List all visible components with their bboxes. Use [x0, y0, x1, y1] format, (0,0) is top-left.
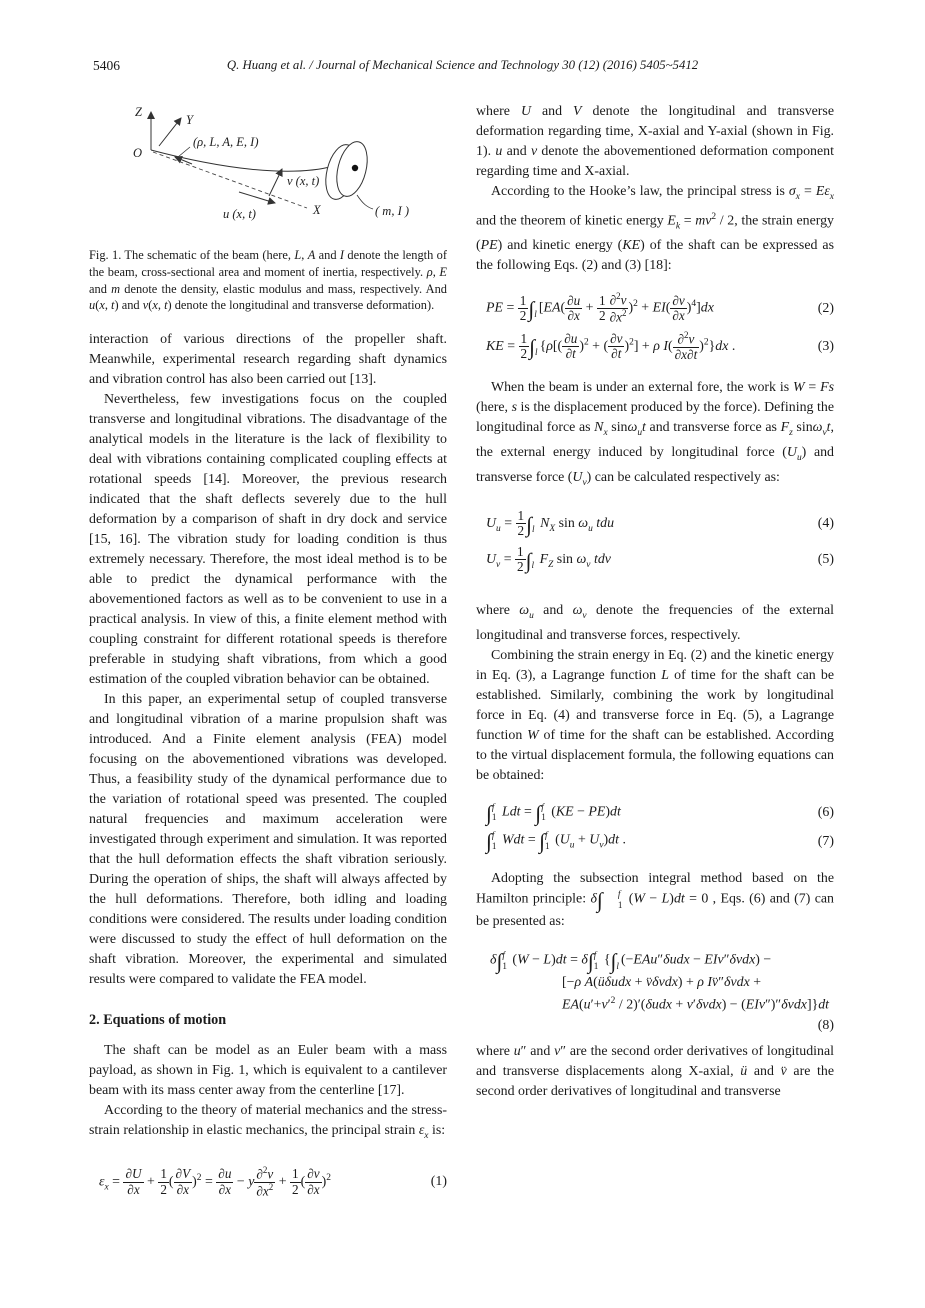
fig-label-x: X — [313, 203, 321, 217]
equation-4 — [476, 509, 834, 539]
figure-caption: Fig. 1. The schematic of the beam (here, L, A and I denote the length of the beam, cross-sectional area and moment of inertia, respectively. ρ, E and m denote the density, elastic modulus and mass, respectively. And u(x, t) and v(x, t) denote the longitudinal and transverse deformation). — [89, 248, 447, 313]
equation-number: (6) — [817, 805, 834, 820]
page-header — [0, 58, 925, 78]
equation-body: KE = $\frac{1}{2}$ ∫ l {ρ[( $\frac{\partial u}{\partial t}$ )$^2$ + ( $\frac{\partial v}{\partial t}$ )$^2$] + ρ I( $\frac{\partial^2v}{\partial x\partial t}$ )$^2$}dx . — [486, 330, 736, 362]
figure-1 — [89, 102, 447, 239]
equation-1 — [89, 1166, 447, 1199]
paragraph: where $\omega_u$ and $\omega_v$ denote the frequencies of the external longitudinal and transverse forces, respectively. — [476, 602, 834, 643]
paragraph: According to the Hooke’s law, the principal stress is $\sigma_x = E\varepsilon_x$ and the theorem of kinetic energy $E_k = mv^2 / 2$, the strain energy (PE) and kinetic energy (KE) of the shaft can be expressed as the following Eqs. (2) and (3) [18]: — [476, 184, 835, 274]
equation-body: PE = $\frac{1}{2}$ ∫ l [EA( $\frac{\partial u}{\partial x}$ + $\frac{1}{2}$ $\frac{\partial^2v}{\partial x^2}$ )$^2$ + EI( $\frac{\partial v}{\partial x}$ )$^4$]dx — [486, 291, 714, 325]
v-deformation-arrow — [269, 169, 282, 196]
equation-number: (3) — [817, 338, 834, 354]
equation-number: (5) — [817, 551, 834, 567]
paragraph: Adopting the subsection integral method based on the Hamilton principle: δ∫ f 1 (W − L)dt = 0 , Eqs. (6) and (7) can be presented as: — [476, 871, 834, 929]
fig-label-mass: ( m, I ) — [375, 204, 410, 218]
equation-body: ∫ f 1 Ldt = ∫ f 1 (KE − PE)dt — [486, 800, 621, 825]
disk-center-dot — [352, 165, 358, 171]
paragraph: The shaft can be model as an Euler beam with a mass payload, as shown in Fig. 1, which is equivalent to a cantilever beam with its mass center away from the centerline [17]. — [89, 1043, 447, 1099]
fig-label-u: u (x, t) — [223, 207, 256, 221]
equation-body: δ∫ f 1 (W − L)dt = δ∫ f 1 {∫ l (−EAu″δudx − EIv″δvdx) − [−ρ A(üδudx + v̈δvdx) + ρ Iv̈″δvdx + $EA(u'+v'^2 / 2)'(\delta udx + v'\delta vdx) - (EIv'')''\delta vdx]\}dt$ — [490, 949, 830, 1013]
equation-2 — [476, 292, 834, 325]
equation-3 — [476, 331, 834, 362]
right-column — [476, 102, 834, 1211]
paragraph: where U and V denote the longitudinal and transverse deformation regarding time, X-axial and Y-axial (shown in Fig. 1). u and v denote the abovementioned deformation component regarding time and X-axial. — [476, 104, 834, 179]
equation-body: ∫ f 1 Wdt = ∫ f 1 $(U_u + U_v)dt$ . — [486, 829, 626, 854]
equation-number: (1) — [430, 1174, 447, 1190]
equation-5 — [476, 545, 834, 575]
equation-body: $\varepsilon_x$ = $\frac{\partial U}{\partial x}$ + $\frac{1}{2}$ ( $\frac{\partial V}{\partial x}$ )$^2$ = $\frac{\partial u}{\partial x}$ − y $\frac{\partial^2v}{\partial x^2}$ + $\frac{1}{2}$ ( $\frac{\partial v}{\partial x}$ )$^2$ — [99, 1164, 331, 1199]
equation-number: (2) — [817, 300, 834, 316]
paragraph: Nevertheless, few investigations focus on the coupled transverse and longitudinal vibrations. The disadvantage of the analytical models in the literature is the lack of flexibility to deal with vibrations containing complicated coupling effects at rotational speeds [14]. Moreover, the previous research indicated that the shaft deflects severely due to the hull deformation by a comparison of shaft in dry dock and service [15, 16]. The vibration study for loading condition is thus extremely necessary. Therefore, the most ideal method is to be able to predict the dynamical performance with the abovementioned factors as well as to be convenient to use in a practical analysis. In view of this, a finite element method with coupling constraint for different rotational speeds is therefore preferable in studying shaft vibrations, from which a good estimation of the coupled vibration behavior can be obtained. — [89, 392, 447, 688]
paragraph: interaction of various directions of the propeller shaft. Meanwhile, experimental research regarding shaft dynamics and vibration control has also been carried out [13]. — [89, 332, 447, 388]
left-column — [89, 102, 447, 1211]
mass-leader — [357, 195, 373, 209]
two-column-layout — [0, 102, 925, 1211]
equation-7 — [476, 830, 834, 853]
paragraph: where u″ and v″ are the second order derivatives of longitudinal and transverse displacements along X-axial, ü and v̈ are the second order derivatives of longitudinal and transverse — [476, 1044, 834, 1100]
fig-label-beam-props: (ρ, L, A, E, I) — [193, 135, 259, 149]
fig-label-y: Y — [186, 113, 193, 127]
section-heading: 2. Equations of motion — [89, 1012, 227, 1029]
fig-label-v: v (x, t) — [287, 174, 320, 188]
equation-body: $U_v$ = $\frac{1}{2}$ ∫ l $F_Z$ $\sin \omega_v$ tdv — [486, 543, 611, 575]
beam-line — [151, 150, 334, 171]
equation-number: (7) — [817, 833, 834, 849]
paragraph: Combining the strain energy in Eq. (2) and the kinetic energy in Eq. (3), a Lagrange function L of time for the shaft can be established. Similarly, combining the work by longitudinal force in Eq. (4) and transverse force in Eq. (5), a Lagrange function W of time for the shaft can be established. According to the virtual displacement formula, the following equations can be obtained: — [476, 647, 835, 783]
equation-6 — [476, 802, 834, 825]
beam-schematic-figure — [89, 102, 447, 234]
equation-number: (8) — [817, 1018, 834, 1034]
x-axis-dashed-line — [153, 152, 307, 208]
paragraph: When the beam is under an external fore, the work is W = Fs (here, s is the displacement produced by the force). Defining the longitudinal force as $N_x$ sinω$_u$t and transverse force as $F_z$ sinω$_v$t, the external energy induced by longitudinal force $(U_u)$ and transverse force $(U_v)$ can be calculated respectively as: — [476, 380, 834, 488]
beam-props-leader — [178, 147, 190, 157]
page-number: 5406 — [93, 58, 120, 73]
running-title: Q. Huang et al. / Journal of Mechanical Science and Technology 30 (12) (2016) 5405~5412 — [226, 58, 699, 72]
paragraph: In this paper, an experimental setup of coupled transverse and longitudinal vibration of a marine propulsion shaft was introduced. And a Finite element analysis (FEA) model focusing on the abovementioned vibrations was developed. Thus, a feasibility study of the dynamical performance due to the variation of rotational speed was presented. The coupled natural frequencies and maximum acceleration were investigated through experiment and simulation. It was reported that the hull deformation effects the shaft vibration seriously. During the operation of ships, the shaft will always affected by the hull deformations. Therefore, both idling and loading conditions were considered. The results under loading condition were discussed to study the effect of hull deformation on the shaft vibration. Moreover, the experimental and simulated results were compared to validate the FEA model. — [89, 692, 447, 988]
equation-number: (4) — [817, 515, 834, 531]
equation-8 — [476, 950, 834, 1034]
fig-label-z: Z — [135, 105, 142, 119]
equation-body: $U_u$ = $\frac{1}{2}$ ∫ l $N_X$ $\sin \omega_u$ tdu — [486, 507, 615, 539]
y-axis-line — [159, 118, 181, 146]
fig-label-origin: O — [133, 146, 143, 160]
paragraph: According to the theory of material mechanics and the stress-strain relationship in elastic mechanics, the principal strain $\varepsilon_x$ is: — [89, 1103, 447, 1141]
